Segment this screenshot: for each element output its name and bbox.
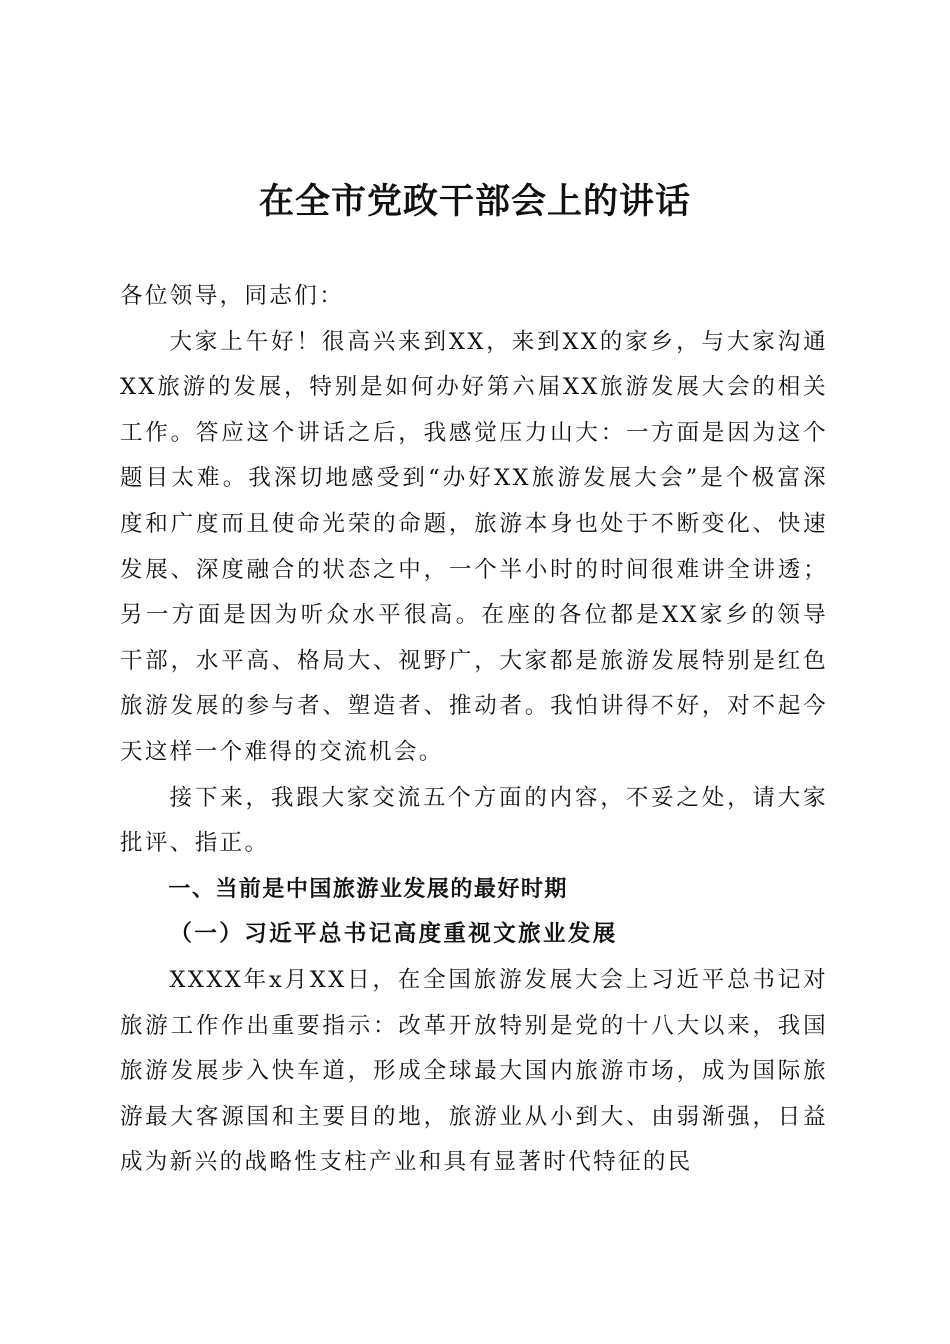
- section-heading: 一、当前是中国旅游业发展的最好时期: [168, 876, 568, 902]
- document-title: 在全市党政干部会上的讲话: [258, 181, 691, 222]
- document-body: [120, 274, 828, 1186]
- opening-paragraph: 大家上午好！很高兴来到XX，来到XX的家乡，与大家沟通XX旅游的发展，特别是如何办好第六届XX旅游发展大会的相关工作。答应这个讲话之后，我感觉压力山大：一方面是因为这个题目太难。我深切地感受到“办好XX旅游发展大会”是个极富深度和广度而且使命光荣的命题，旅游本身也处于不断变化、快速发展、深度融合的状态之中，一个半小时的时间很难讲全讲透；另一方面是因为听众水平很高。在座的各位都是XX家乡的领导干部，水平高、格局大、视野广，大家都是旅游发展特别是红色旅游发展的参与者、塑造者、推动者。我怕讲得不好，对不起今天这样一个难得的交流机会。: [120, 328, 828, 765]
- subsection-heading: （一）习近平总书记高度重视文旅业发展: [169, 921, 618, 948]
- section-paragraph: XXXX年x月XX日，在全国旅游发展大会上习近平总书记对旅游工作作出重要指示：改革开放特别是党的十八大以来，我国旅游发展步入快车道，形成全球最大国内旅游市场，成为国际旅游最大客源国和主要目的地，旅游业从小到大、由弱渐强，日益成为新兴的战略性支柱产业和具有显著时代特征的民: [120, 966, 828, 1176]
- outline-paragraph: 接下来，我跟大家交流五个方面的内容，不妥之处，请大家批评、指正。: [120, 784, 828, 857]
- salutation: 各位领导，同志们：: [120, 283, 345, 309]
